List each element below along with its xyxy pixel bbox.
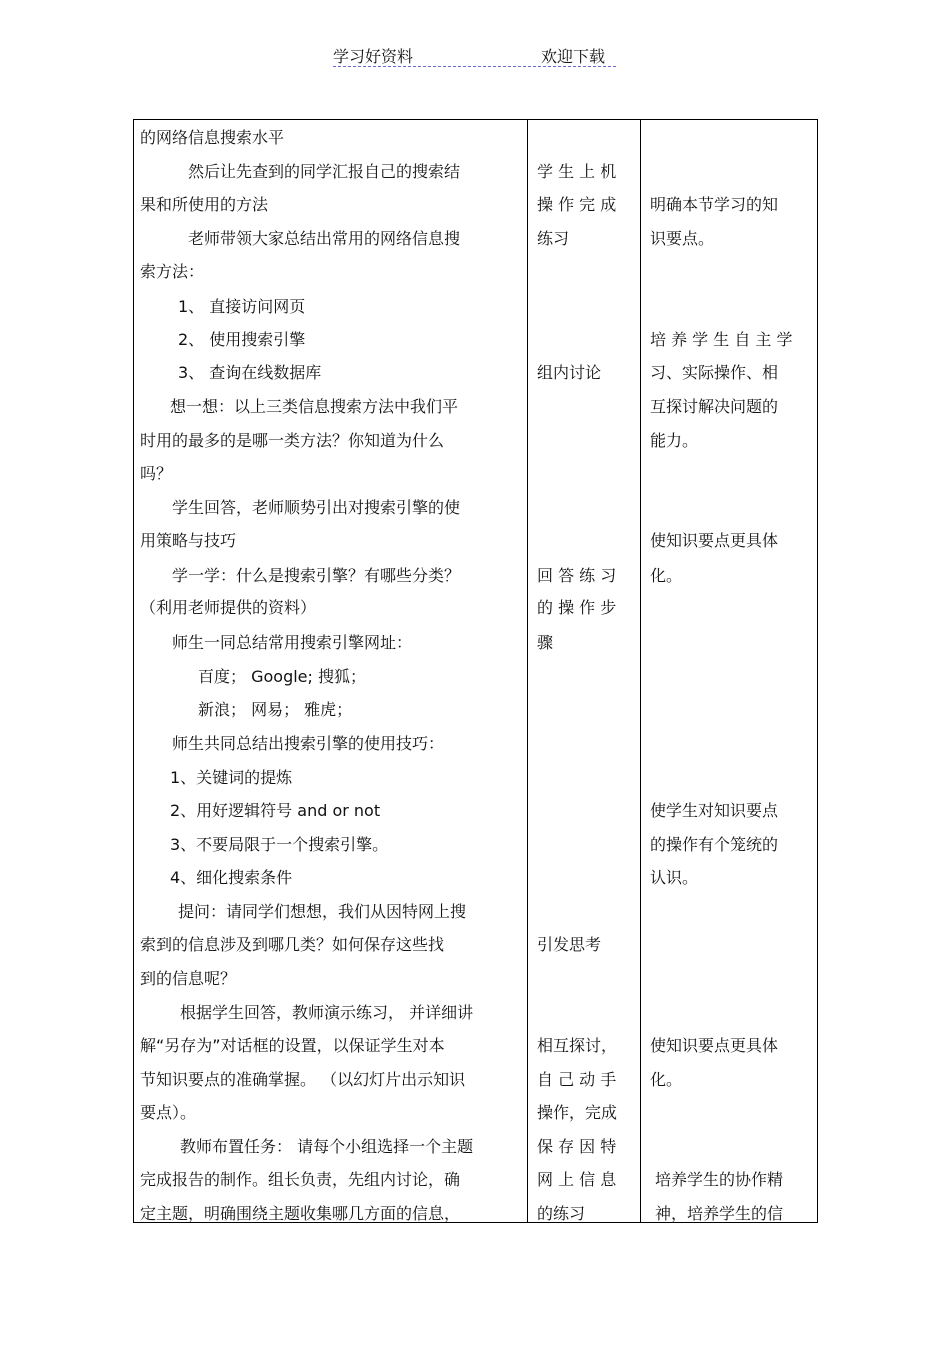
search-engine-list: 百度； Google; 搜狐；	[198, 667, 366, 686]
activity-line: 自 己 动 手	[537, 1070, 617, 1089]
activity-line: 的 操 作 步	[537, 598, 617, 617]
activity-line: 回 答 练 习	[537, 566, 617, 585]
intent-line: 认识。	[650, 868, 699, 887]
process-line: 时用的最多的是哪一类方法？你知道为什么	[140, 431, 445, 450]
process-line: 索到的信息涉及到哪几类？如何保存这些找	[140, 935, 445, 954]
activity-line: 操作，完成	[537, 1103, 618, 1122]
process-line: 1、关键词的提炼	[170, 768, 293, 787]
activity-line: 的练习	[537, 1204, 586, 1223]
process-line: 然后让先查到的同学汇报自己的搜索结	[188, 162, 461, 181]
intent-line: 使知识要点更具体	[650, 531, 779, 550]
process-line: 完成报告的制作。组长负责，先组内讨论，确	[140, 1170, 461, 1189]
process-line: 用策略与技巧	[140, 531, 237, 550]
process-line: 学一学：什么是搜索引擎？有哪些分类？	[172, 566, 461, 585]
activity-line: 引发思考	[537, 935, 602, 954]
intent-line: 培养学生的协作精	[655, 1170, 784, 1189]
process-line: 学生回答，老师顺势引出对搜索引擎的使	[172, 498, 461, 517]
activity-line: 操 作 完 成	[537, 195, 617, 214]
intent-line: 使学生对知识要点	[650, 801, 779, 820]
process-line: 教师布置任务： 请每个小组选择一个主题	[180, 1137, 474, 1156]
process-line: 师生共同总结出搜索引擎的使用技巧：	[172, 734, 445, 753]
lesson-table	[133, 119, 818, 1223]
process-line: 节知识要点的准确掌握。 （以幻灯片出示知识	[140, 1070, 466, 1089]
intent-line: 习、实际操作、相	[650, 363, 779, 382]
process-line: 2、 使用搜索引擎	[178, 330, 306, 349]
activity-line: 保 存 因 特	[537, 1137, 617, 1156]
process-line: 老师带领大家总结出常用的网络信息搜	[188, 229, 461, 248]
activity-line: 组内讨论	[537, 363, 602, 382]
process-line: 吗？	[140, 464, 173, 483]
activity-line: 学 生 上 机	[537, 162, 617, 181]
process-line: 果和所使用的方法	[140, 195, 269, 214]
process-line: 索方法：	[140, 262, 205, 281]
activity-line: 骤	[537, 633, 554, 652]
process-line: 3、 查询在线数据库	[178, 363, 322, 382]
process-line: 定主题，明确围绕主题收集哪几方面的信息，	[140, 1204, 461, 1223]
process-line: （利用老师提供的资料）	[140, 598, 317, 617]
activity-line: 练习	[537, 229, 570, 248]
intent-line: 明确本节学习的知	[650, 195, 779, 214]
search-engine-list: 新浪； 网易； 雅虎；	[198, 700, 353, 719]
intent-line: 培 养 学 生 自 主 学	[650, 330, 793, 349]
activity-line: 网 上 信 息	[537, 1170, 617, 1189]
process-line: 提问：请同学们想想，我们从因特网上搜	[178, 902, 467, 921]
intent-line: 识要点。	[650, 229, 715, 248]
intent-line: 化。	[650, 1070, 683, 1089]
page-header	[333, 40, 616, 67]
process-line: 要点）。	[140, 1103, 197, 1122]
intent-line: 化。	[650, 566, 683, 585]
process-line: 根据学生回答，教师演示练习， 并详细讲	[180, 1003, 474, 1022]
process-line: 师生一同总结常用搜索引擎网址：	[172, 633, 413, 652]
process-line: 3、不要局限于一个搜索引擎。	[170, 835, 389, 854]
design-intent-column	[641, 120, 817, 1222]
activity-line: 相互探讨，	[537, 1036, 618, 1055]
process-line: 解“另存为”对话框的设置，以保证学生对本	[140, 1036, 445, 1055]
header-right-text: 欢迎下载	[541, 47, 606, 66]
teaching-process-column	[134, 120, 527, 1222]
process-line: 想一想：以上三类信息搜索方法中我们平	[170, 397, 459, 416]
intent-line: 使知识要点更具体	[650, 1036, 779, 1055]
process-line: 到的信息呢？	[140, 969, 237, 988]
process-line: 的网络信息搜索水平	[140, 128, 285, 147]
process-line: 4、细化搜索条件	[170, 868, 293, 887]
process-line: 2、用好逻辑符号 and or not	[170, 801, 381, 820]
intent-line: 的操作有个笼统的	[650, 835, 779, 854]
process-line: 1、 直接访问网页	[178, 297, 306, 316]
student-activity-column	[528, 120, 640, 1222]
intent-line: 能力。	[650, 431, 699, 450]
intent-line: 神，培养学生的信	[655, 1204, 784, 1223]
header-left-text: 学习好资料	[333, 47, 414, 66]
intent-line: 互探讨解决问题的	[650, 397, 779, 416]
